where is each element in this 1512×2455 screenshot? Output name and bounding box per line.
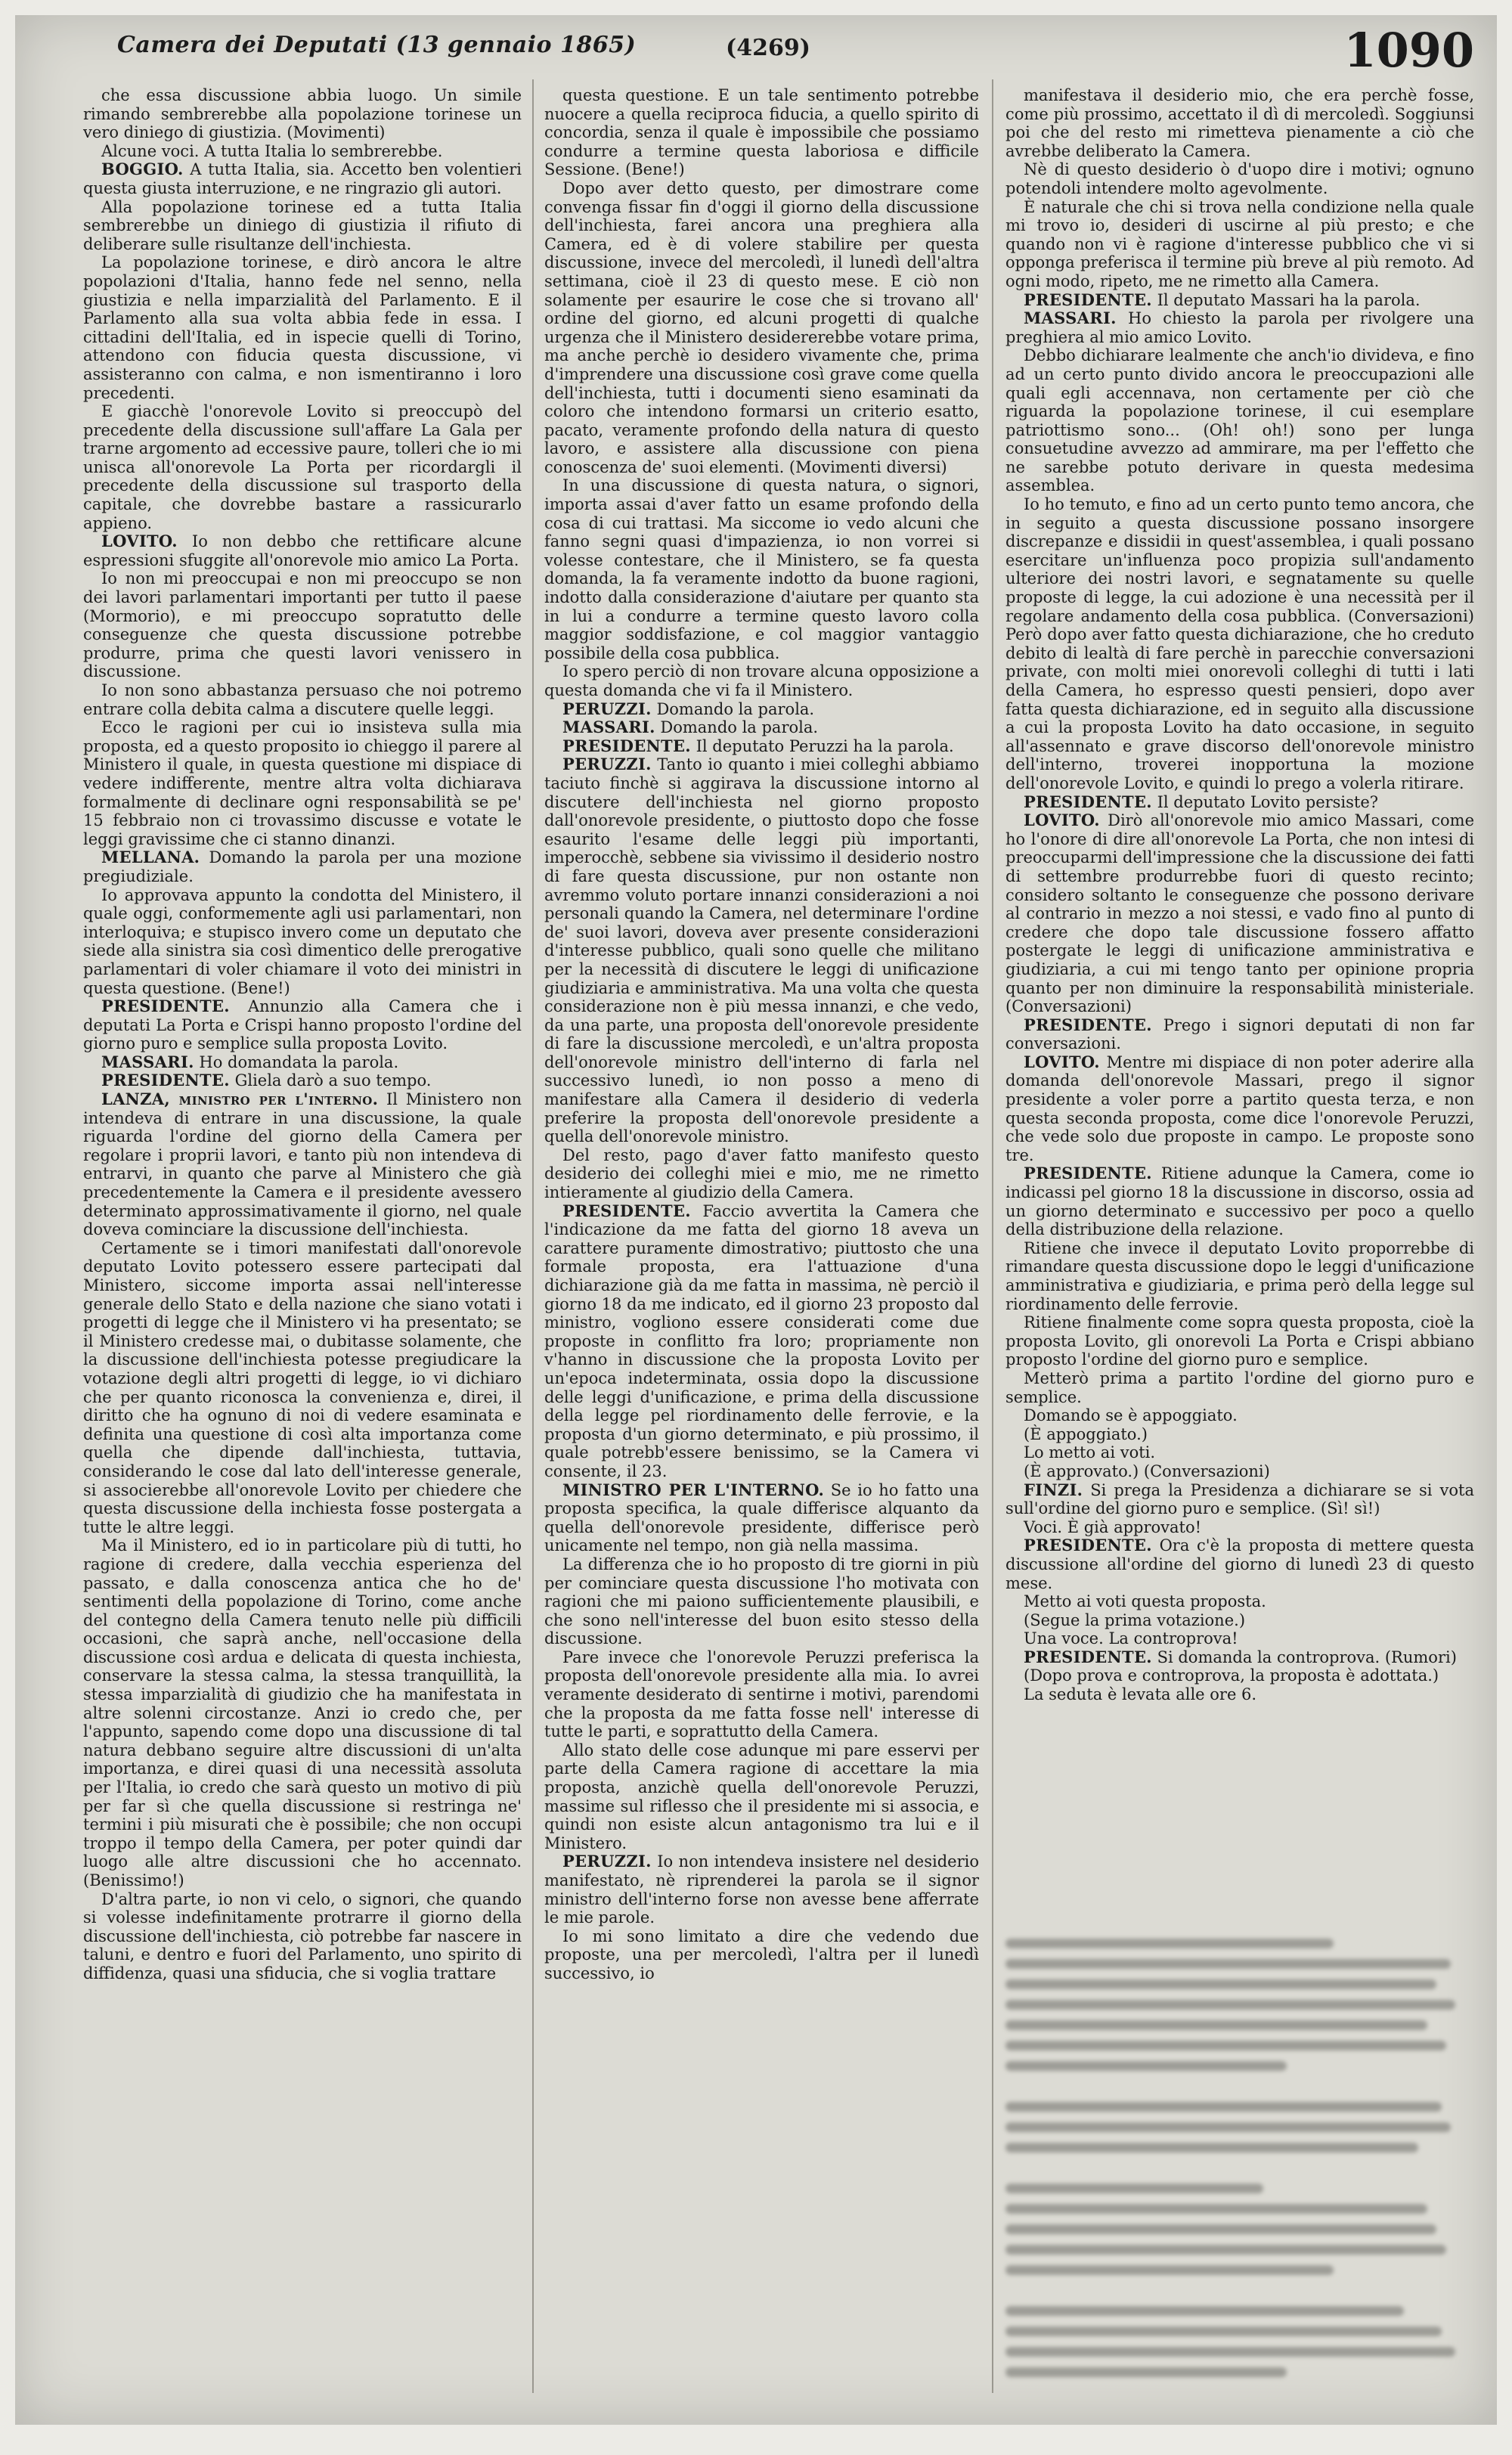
paragraph-text: Dopo aver detto questo, per dimostrare come convenga fissar fin d'oggi il giorno della discussione dell'inchiesta, farei ancora una preghiera alla Camera, ed è di volere stabilire per questa discussione, invece del mercoledì, il lunedì dell'altra settimana, cioè il 23 di questo mese. E ciò non solamente per esaurire le cose che si trovano all' ordine del giorno, ed alcuni progetti di qualche urgenza che il Ministero desidererebbe votare prima, ma anche perchè io desidero vivamente che, prima d'imprendere una discussione così grave come quella dell'inchiesta, tutti i documenti sieno esaminati da coloro che intendono formarsi un criterio esatto, pacato, veramente profondo della natura di questo lavoro, e assistere alla discussione con piena conoscenza de' suoi elementi. (Movimenti diversi): [544, 178, 979, 476]
paragraph: [1005, 1666, 1474, 1685]
blurred-text-line: [1005, 2000, 1455, 2010]
paragraph-text: Tanto io quanto i miei colleghi abbiamo taciuto finchè si aggirava la discussione intorno al discutere dell'inchiesta nel giorno proposto dall'onorevole presidente, o piuttosto dopo che fosse esaurito l'esame delle leggi più importanti, imperocchè, sebbene sia vivissimo il desiderio nostro di fare questa discussione, pur non ostante non avremmo voluto portare innanzi considerazioni a noi personali quando la Camera, nel determinare l'ordine de' suoi lavori, doveva aver presente considerazioni d'interesse pubblico, quali sono quelle che militano per la necessità di discutere le leggi di unificazione giudiziaria e amministrativa. Ma una volta che questa considerazione non è più messa innanzi, e che vedo, da una parte, una proposta dell'onorevole presidente di fare la discussione mercoledì, e un'altra proposta dell'onorevole ministro dell'interno di farla nel successivo lunedì, io non posso a meno di manifestare alla Camera il desiderio di vederla preferire la proposta dell'onorevole presidente a quella dell'onorevole ministro.: [544, 755, 979, 1146]
paragraph: [1005, 1648, 1474, 1667]
column-divider: [992, 79, 993, 2393]
paragraph: [1005, 1369, 1474, 1406]
paragraph: [83, 86, 522, 142]
paragraph-text: Una voce. La controprova!: [1024, 1629, 1238, 1648]
paragraph: [1005, 309, 1474, 346]
paragraph: [83, 1053, 522, 1072]
paragraph: [544, 1146, 979, 1202]
speaker-name: LOVITO.: [1024, 811, 1100, 830]
paragraph-text: Lo metto ai voti.: [1024, 1443, 1156, 1462]
paragraph: [544, 1648, 979, 1741]
paragraph-text: Io non debbo che rettificare alcune espressioni sfuggite all'onorevole mio amico La Porta.: [83, 532, 522, 569]
paragraph-text: Debbo dichiarare lealmente che anch'io divideva, e fino ad un certo punto divido ancora le preoccupazioni alle quali egli accennava, non certamente per ciò che riguarda la popolazione torinese, il cui esemplare patriottismo sono... (Oh! oh!) sono per lunga consuetudine avvezzo ad ammirare, ma per l'effetto che ne sarebbe potuto derivare in questa medesima assemblea.: [1005, 346, 1474, 495]
speaker-name: BOGGIO.: [101, 160, 184, 179]
paragraph-text: Nè di questo desiderio ò d'uopo dire i motivi; ognuno potendoli intendere molto agevolmente.: [1005, 160, 1474, 197]
paragraph-text: Io spero perciò di non trovare alcuna opposizione a questa domanda che vi fa il Ministero.: [544, 662, 979, 699]
blurred-text-line: [1005, 1979, 1436, 1989]
paragraph-text: E giacchè l'onorevole Lovito si preoccupò del precedente della discussione sull'affare La Gala per trarne argomento ad eccessive paure, tolleri che io mi unisca all'onorevole La Porta per ricordargli il precedente della discussione sul trasporto della capitale, che dovrebbe bastare a rassicurarlo appieno.: [83, 402, 522, 532]
speaker-name: PERUZZI.: [562, 755, 652, 774]
paragraph: [1005, 1685, 1474, 1704]
paragraph: [544, 179, 979, 477]
paragraph-text: Ritiene adunque la Camera, come io indicassi pel giorno 18 la discussione in discorso, ossia ad un giorno determinato e successivo per poco a quello della distribuzione della relazione.: [1005, 1164, 1474, 1239]
paragraph: [83, 142, 522, 161]
paragraph: [1005, 1536, 1474, 1592]
blurred-text-line: [1005, 2367, 1287, 2377]
paragraph: [1005, 1611, 1474, 1630]
blurred-text-line: [1005, 2122, 1451, 2132]
speaker-name: LOVITO.: [101, 532, 178, 551]
paragraph: [544, 86, 979, 179]
header-title: Camera dei Deputati (13 gennaio 1865): [117, 32, 637, 58]
paragraph-text: D'altra parte, io non vi celo, o signori, che quando si volesse indefinitamente protrarre il giorno della discussione dell'inchiesta, ciò potrebbe far nascere in taluni, e dentro e fuori del Parlamento, uno spirito di diffidenza, quasi una sfiducia, che si voglia trattare: [83, 1889, 522, 1982]
paragraph-text: (Dopo prova e controprova, la proposta è adottata.): [1024, 1666, 1439, 1685]
paragraph: [83, 160, 522, 197]
paragraph: [544, 700, 979, 719]
paragraph: [83, 1536, 522, 1889]
paragraph: [83, 253, 522, 402]
paragraph-text: Mentre mi dispiace di non poter aderire alla domanda dell'onorevole Massari, prego il signor presidente a voler porre a partito questa terza, e non questa seconda proposta, come dice l'onorevole Peruzzi, che vede solo due proposte in campo. Le proposte sono tre.: [1005, 1052, 1474, 1164]
blurred-text-line: [1005, 1959, 1451, 1969]
paragraph-text: Annunzio alla Camera che i deputati La Porta e Crispi hanno proposto l'ordine del giorno puro e semplice sulla proposta Lovito.: [83, 997, 522, 1053]
paragraph-text: manifestava il desiderio mio, che era perchè fosse, come più prossimo, accettato il dì di mercoledì. Soggiunsi poi che del resto mi rimetteva pienamente a ciò che avrebbe deliberato la Camera.: [1005, 86, 1474, 160]
paragraph-text: Allo stato delle cose adunque mi pare esservi per parte della Camera ragione di accettare la mia proposta, anzichè quella dell'onorevole Peruzzi, massime sul riflesso che il presidente mi si associa, e quindi non esiste alcun antagonismo tra lui e il Ministero.: [544, 1741, 979, 1852]
speaker-name: PRESIDENTE.: [101, 1071, 230, 1090]
paragraph: [544, 755, 979, 1145]
paragraph: [1005, 811, 1474, 1016]
blurred-text-line: [1005, 2245, 1446, 2255]
speaker-name: PRESIDENTE.: [1024, 1536, 1152, 1555]
paragraph-text: (Segue la prima votazione.): [1024, 1610, 1246, 1629]
paragraph: [544, 662, 979, 699]
speaker-name: PERUZZI.: [562, 699, 652, 718]
blurred-text-line: [1005, 2265, 1334, 2275]
paragraph: [83, 1890, 522, 1983]
paragraph: [544, 1555, 979, 1648]
paragraph-text: La popolazione torinese, e dirò ancora le altre popolazioni d'Italia, hanno fede nel senno, nella giustizia e nella imparzialità del Parlamento. E il Parlamento alla sua volta abbia fede in essa. I cittadini dell'Italia, ed in ispecie quelli di Torino, attendono con fiducia questa discussione, vi assisteranno con calma, e non ismentiranno i loro precedenti.: [83, 253, 522, 402]
speaker-name: PRESIDENTE.: [562, 736, 691, 755]
blurred-order-of-day-section: [1005, 1928, 1474, 2382]
text-column-3: [1005, 86, 1474, 1704]
blurred-text-line: [1005, 2102, 1442, 2112]
speaker-name: FINZI.: [1024, 1480, 1083, 1499]
speaker-name: PRESIDENTE.: [1024, 1164, 1152, 1183]
paragraph: [83, 681, 522, 718]
speaker-name: PRESIDENTE.: [1024, 1647, 1152, 1666]
paragraph-text: Io mi sono limitato a dire che vedendo due proposte, una per mercoledì, l'altra per il lunedì successivo, io: [544, 1926, 979, 1982]
paragraph-text: In una discussione di questa natura, o signori, importa assai d'aver fatto un esame profondo della cosa di cui trattasi. Ma siccome io vedo alcuni che fanno segni quasi d'impazienza, io non vorrei si volesse contestare, che il Ministero, se fa questa domanda, la fa veramente indotto da buone ragioni, indotto dalla considerazione d'aiutare per quanto sta in lui a condurre a termine questo lavoro colla maggior soddisfazione, e col maggior vantaggio possibile della cosa pubblica.: [544, 476, 979, 662]
speaker-name: MELLANA.: [101, 848, 200, 867]
speaker-name: MASSARI.: [1024, 308, 1117, 328]
paragraph: [1005, 160, 1474, 197]
blurred-text-line: [1005, 2184, 1263, 2193]
paragraph: [1005, 1053, 1474, 1165]
speaker-name: PRESIDENTE.: [1024, 1015, 1152, 1034]
text-column-2: [544, 86, 979, 1983]
paragraph: [1005, 198, 1474, 291]
paragraph-text: Gliela darò a suo tempo.: [229, 1071, 432, 1090]
speaker-name: PRESIDENTE.: [562, 1201, 691, 1220]
header-page-ref: (4269): [726, 35, 810, 61]
blurred-text-line: [1005, 2143, 1418, 2153]
paragraph: [1005, 1313, 1474, 1369]
paragraph-text: Faccio avvertita la Camera che l'indicazione da me fatta del giorno 18 aveva un carattere puramente dimostrativo; piuttosto che una formale proposta, era l'attuazione d'una dichiarazione già da me fatta in massima, nè perciò il giorno 18 da me indicato, ed il giorno 23 proposto dal ministro, vogliono essere considerati come due proposte in conflitto fra loro; propriamente non v'hanno in discussione che la proposta Lovito per un'epoca indeterminata, ossia dopo la discussione delle leggi d'unificazione, e prima della discussione della legge pel riordinamento delle ferrovie, e la proposta d'un giorno determinato, e più prossimo, il quale potrebb'essere benissimo, se la Camera vi consente, il 23.: [544, 1201, 980, 1480]
paragraph-text: Ho chiesto la parola per rivolgere una preghiera al mio amico Lovito.: [1005, 309, 1474, 346]
paragraph-text: Domando la parola.: [655, 718, 819, 737]
paragraph-text: La seduta è levata alle ore 6.: [1024, 1685, 1257, 1704]
paragraph: [544, 1852, 979, 1926]
paragraph-text: Il deputato Lovito persiste?: [1151, 792, 1379, 811]
paragraph: [1005, 86, 1474, 160]
paragraph: [1005, 1462, 1474, 1481]
paragraph-text: Si prega la Presidenza a dichiarare se si vota sull'ordine del giorno puro e semplice. (Sì! sì!): [1005, 1480, 1474, 1518]
paragraph: [83, 718, 522, 848]
paragraph-text: Domando se è appoggiato.: [1024, 1406, 1238, 1425]
paragraph-text: Il deputato Peruzzi ha la parola.: [690, 736, 954, 755]
paragraph-text: (È approvato.) (Conversazioni): [1024, 1462, 1270, 1480]
paragraph-text: Il Ministero non intendeva di entrare in una discussione, la quale riguarda l'ordine del giorno della Camera per regolare i proprii lavori, e tanto più non intendeva di entrarvi, in quanto che parve al Ministero che già precedentemente la Camera e il presidente avessero determinato approssimativamente il giorno, nel quale doveva cominciare la discussione dell'inchiesta.: [83, 1090, 522, 1239]
paragraph-text: questa questione. E un tale sentimento potrebbe nuocere a quella reciproca fiducia, a quello spirito di concordia, senza il quale è impossibile che possiamo condurre a termine questa laboriosa e difficile Sessione. (Bene!): [544, 86, 979, 179]
paragraph-text: Prego i signori deputati di non far conversazioni.: [1005, 1015, 1474, 1053]
paragraph-text: Alcune voci. A tutta Italia lo sembrerebbe.: [101, 141, 443, 160]
speaker-name: LANZA, ministro per l'interno.: [101, 1090, 379, 1109]
paragraph-text: Domando la parola.: [651, 699, 815, 718]
paragraph: [1005, 1239, 1474, 1313]
paragraph: [1005, 1443, 1474, 1462]
paragraph: [1005, 1016, 1474, 1053]
paragraph: [1005, 346, 1474, 495]
paragraph-text: Alla popolazione torinese ed a tutta Italia sembrerebbe un diniego di giustizia il rifiuto di deliberare sulle risultanze dell'inchiesta.: [83, 197, 522, 253]
speaker-name: LOVITO.: [1024, 1052, 1100, 1071]
paragraph: [83, 569, 522, 681]
paragraph-text: Io ho temuto, e fino ad un certo punto temo ancora, che in seguito a questa discussione possano insorgere discrepanze e dissidii in quest'assemblea, i quali possano esercitare un'influenza poco propizia sull'andamento ulteriore dei nostri lavori, e segnatamente su quelle proposte di legge, la cui adozione è una necessità per il regolare andamento della cosa pubblica. (Conversazioni) Però dopo aver fatto questa dichiarazione, che ho creduto debito di lealtà di fare perchè in parecchie conversazioni private, con molti miei onorevoli colleghi di tutti i lati della Camera, ho espresso questi pensieri, dopo aver fatta questa dichiarazione, ed in seguito alla discussione a cui la proposta Lovito ha dato occasione, in seguito all'assennato e grave discorso dell'onorevole ministro dell'interno, troverei inopportuna la mozione dell'onorevole Lovito, e quindi lo prego a volerla ritirare.: [1005, 495, 1474, 792]
paragraph-text: Ritiene che invece il deputato Lovito proporrebbe di rimandare questa discussione dopo le leggi d'unificazione amministrativa e giudiziaria, e prima però della legge sul riordinamento delle ferrovie.: [1005, 1238, 1474, 1313]
paragraph: [83, 1090, 522, 1239]
paragraph: [83, 198, 522, 254]
paragraph: [83, 997, 522, 1053]
paragraph-text: Domando la parola per una mozione pregiudiziale.: [83, 848, 522, 885]
paragraph-text: Voci. È già approvato!: [1024, 1517, 1202, 1536]
paragraph: [1005, 1425, 1474, 1444]
paragraph: [83, 1239, 522, 1537]
blurred-text-line: [1005, 1939, 1334, 1948]
paragraph: [1005, 1592, 1474, 1611]
blurred-text-line: [1005, 2204, 1427, 2214]
paragraph: [544, 718, 979, 737]
paragraph: [544, 1927, 979, 1983]
page-header: [15, 15, 1497, 91]
paragraph-text: Io non mi preoccupai e non mi preoccupo se non dei lavori parlamentari importanti per tutto il paese (Mormorio), e mi preoccupo sopratutto delle conseguenze che questa discussione potrebbe produrre, prima che questi lavori venissero in discussione.: [83, 569, 522, 681]
blurred-text-line: [1005, 2061, 1287, 2071]
blurred-text-line: [1005, 2020, 1427, 2030]
paragraph-text: Ma il Ministero, ed io in particolare più di tutti, ho ragione di credere, dalla vecchia esperienza del passato, e dalla conoscenza antica che ho de' sentimenti della popolazione di Torino, come anche del contegno della Camera tenuto nelle più difficili occasioni, che saprà anche, nell'occasione della discussione così ardua e delicata di questa inchiesta, conservare la stessa calma, la stessa tranquillità, la stessa imparzialità di giudizio che ha manifestata in altre solenni circostanze. Anzi io credo che, per l'appunto, sapendo come dopo una discussione di tal natura debbano seguire altre discussioni di un'alta importanza, e direi quasi di una necessità assoluta per l'Italia, io credo che sarà questo un motivo di più per far sì che quella discussione si restringa ne' termini i più misurati che è possibile; che non occupi troppo il tempo della Camera, per poter quindi dar luogo alle altre discussioni che ho accennato. (Benissimo!): [83, 1536, 522, 1889]
paragraph-text: (È appoggiato.): [1024, 1424, 1148, 1443]
paragraph-text: Dirò all'onorevole mio amico Massari, come ho l'onore di dire all'onorevole La Porta, che non intesi di preoccuparmi dell'impressione che la discussione dei fatti di settembre produrrebbe fuori di questo recinto; considero soltanto le conseguenze che possono derivare al contrario in mezzo a noi stessi, e vado fino al punto di credere che dopo tale discussione fossero affatto postergate le leggi di unificazione amministrativa e giudiziaria, a cui mi tengo tanto per opinione propria quanto per non diminuire la responsabilità ministeriale. (Conversazioni): [1005, 811, 1474, 1016]
paragraph-text: Io approvava appunto la condotta del Ministero, il quale oggi, conformemente agli usi parlamentari, non interloquiva; e stupisco invero come un deputato che siede alla sinistra sia così dimentico delle prerogative parlamentari di voler chiamare il voto dei ministri in questa questione. (Bene!): [83, 885, 522, 997]
speaker-name: MASSARI.: [562, 718, 655, 737]
page-number: 1090: [1343, 23, 1474, 78]
speaker-name: PRESIDENTE.: [1024, 792, 1152, 811]
paragraph: [1005, 793, 1474, 812]
newspaper-page: [15, 15, 1497, 2425]
paragraph: [1005, 495, 1474, 793]
paragraph: [1005, 1481, 1474, 1518]
paragraph: [1005, 1629, 1474, 1648]
column-divider: [532, 79, 534, 2393]
paragraph: [1005, 291, 1474, 310]
speaker-name: MASSARI.: [101, 1052, 194, 1071]
paragraph: [83, 1071, 522, 1090]
paragraph-text: Ecco le ragioni per cui io insisteva sulla mia proposta, ed a questo proposito io chieggo il parere al Ministero il quale, in questa questione mi dispiace di vedere indifferente, mentre altra volta dichiarava formalmente di declinare ogni responsabilità se pe' 15 febbraio non ci trovassimo discusse e votate le leggi gravissime che ci stanno dinanzi.: [83, 718, 522, 848]
paragraph: [544, 737, 979, 756]
paragraph: [1005, 1164, 1474, 1238]
blurred-text-line: [1005, 2326, 1442, 2336]
blurred-text-line: [1005, 2347, 1455, 2357]
text-column-1: [83, 86, 522, 1983]
paragraph-text: È naturale che chi si trova nella condizione nella quale mi trovo io, desideri di uscirne al più presto; e che quando non vi è ragione d'interesse pubblico che vi si opponga preferisca il termine più breve al più remoto. Ad ogni modo, ripeto, me ne rimetto alla Camera.: [1005, 197, 1474, 290]
paragraph: [544, 476, 979, 662]
paragraph-text: che essa discussione abbia luogo. Un simile rimando sembrerebbe alla popolazione torinese un vero diniego di giustizia. (Movimenti): [83, 86, 522, 142]
speaker-name: PRESIDENTE.: [101, 997, 230, 1016]
paragraph: [83, 532, 522, 569]
speaker-name: MINISTRO PER L'INTERNO.: [562, 1480, 825, 1499]
speaker-name: PERUZZI.: [562, 1852, 652, 1871]
paragraph-text: Del resto, pago d'aver fatto manifesto questo desiderio dei colleghi miei e mio, me ne rimetto intieramente al giudizio della Camera.: [544, 1145, 979, 1202]
paragraph: [83, 848, 522, 885]
paragraph: [83, 886, 522, 998]
paragraph-text: Io non sono abbastanza persuaso che noi potremo entrare colla debita calma a discutere quelle leggi.: [83, 681, 522, 718]
paragraph-text: Pare invece che l'onorevole Peruzzi preferisca la proposta dell'onorevole presidente alla mia. Io avrei veramente desiderato di sentirne i motivi, parendomi che la proposta da me fatta fosse nell' interesse di tutte le parti, e soprattutto della Camera.: [544, 1648, 979, 1741]
paragraph: [83, 402, 522, 532]
paragraph-text: Ora c'è la proposta di mettere questa discussione all'ordine del giorno di lunedì 23 di questo mese.: [1005, 1536, 1474, 1592]
paragraph: [1005, 1406, 1474, 1425]
paragraph-text: Ho domandata la parola.: [194, 1052, 399, 1071]
paragraph-text: Ritiene finalmente come sopra questa proposta, cioè la proposta Lovito, gli onorevoli La Porta e Crispi abbiano proposto l'ordine del giorno puro e semplice.: [1005, 1313, 1474, 1369]
paragraph-text: Si domanda la controprova. (Rumori): [1151, 1648, 1457, 1666]
paragraph-text: A tutta Italia, sia. Accetto ben volentieri questa giusta interruzione, e ne ringrazio gli autori.: [83, 160, 522, 197]
blurred-text-line: [1005, 2306, 1404, 2316]
paragraph: [544, 1741, 979, 1853]
paragraph-text: Il deputato Massari ha la parola.: [1151, 290, 1421, 309]
paragraph-text: Metterò prima a partito l'ordine del giorno puro e semplice.: [1005, 1369, 1474, 1406]
blurred-text-line: [1005, 2224, 1436, 2234]
paragraph-text: La differenza che io ho proposto di tre giorni in più per cominciare questa discussione l'ho motivata con ragioni che mi paiono sufficientemente plausibili, e che sono nell'interesse del buon esito stesso della discussione.: [544, 1555, 979, 1648]
paragraph-text: Certamente se i timori manifestati dall'onorevole deputato Lovito potessero essere partecipati dal Ministero, siccome importa assai nell'interesse generale dello Stato e della nazione che siano votati i progetti di legge che il Ministero vi ha presentato; se il Ministero credesse mai, o dubitasse solamente, che la discussione dell'inchiesta potesse pregiudicare la votazione degli altri progetti di legge, io vi dichiaro che per quanto riconosca la convenienza e, direi, il diritto che ha ognuno di noi di vedere esaminata e definita una questione di così alta importanza come quella che dipende dall'inchiesta, tuttavia, considerando le cose dal lato dell'interesse generale, si associerebbe all'onorevole Lovito per chiedere che questa discussione della inchiesta fosse postergata a tutte le altre leggi.: [83, 1238, 522, 1536]
paragraph: [544, 1481, 979, 1555]
paragraph: [1005, 1518, 1474, 1537]
speaker-name: PRESIDENTE.: [1024, 290, 1152, 309]
paragraph-text: Metto ai voti questa proposta.: [1024, 1592, 1266, 1611]
paragraph: [544, 1202, 979, 1481]
paragraph-text: Io non intendeva insistere nel desiderio manifestato, nè riprenderei la parola se il signor ministro dell'interno forse non avesse bene afferrate le mie parole.: [544, 1852, 979, 1927]
blurred-text-line: [1005, 2041, 1446, 2050]
paragraph-text: Se io ho fatto una proposta specifica, la quale differisce alquanto da quella dell'onorevole presidente, differisce però unicamente nel tempo, non già nella massima.: [544, 1480, 980, 1555]
